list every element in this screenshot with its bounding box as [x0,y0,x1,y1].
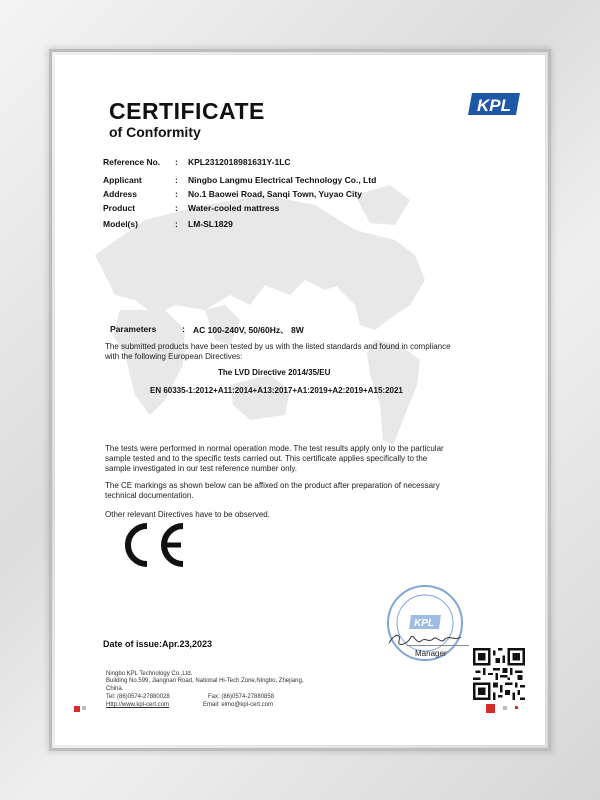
field-sep-product: : [175,203,178,213]
field-value-applicant: Ningbo Langmu Electrical Technology Co., Ltd [188,175,377,185]
field-sep-address: : [175,189,178,199]
ce-mark [117,522,187,568]
corner-square-red-right [486,704,495,713]
footer-company: Ningbo KPL Technology Co.,Ltd. [106,671,193,677]
parameters-value: AC 100-240V, 50/60Hz、 8W [193,325,304,335]
logo-text: KPL [477,96,511,115]
directive-title: The LVD Directive 2014/35/EU [218,368,331,377]
field-value-product: Water-cooled mattress [188,203,280,213]
footer-fax: Fax: (86)0574-27880858 [208,694,275,700]
parameters-label: Parameters [110,324,157,334]
footer-email-link[interactable]: Email: elmo@kpl-cert.com [203,702,274,708]
corner-square-gray-right [503,706,507,710]
footer-address: Building No.599, Jiangnan Road, National Hi-Tech Zone,Ningbo, Zhejiang, [106,678,304,684]
manager-signature [385,627,465,651]
standard-list: EN 60335-1:2012+A11:2014+A13:2017+A1:2019+A2:2019+A15:2021 [150,386,403,395]
corner-square-gray [82,706,86,710]
other-directives-paragraph: Other relevant Directives have to be observed. [105,510,270,519]
certificate-title: CERTIFICATE [109,98,265,124]
field-sep-reference: : [175,157,178,167]
svg-text:KPL: KPL [414,618,434,629]
date-of-issue: Date of issue:Apr.23,2023 [103,639,213,649]
compliance-statement: The submitted products have been tested by us with the listed standards and found in compliance with the following European Directives: [105,342,451,361]
parameters-sep: : [182,324,185,334]
manager-label: Manager [415,649,447,658]
certificate-subtitle: of Conformity [109,124,201,140]
signature-line [407,645,469,646]
field-value-reference: KPL2312018981631Y-1LC [188,157,291,167]
corner-square-red [74,706,80,712]
field-value-address: No.1 Baowei Road, Sanqi Town, Yuyao City [188,189,362,199]
field-value-models: LM-SL1829 [188,219,233,229]
kpl-logo [468,91,520,117]
field-sep-applicant: : [175,175,178,185]
certificate-paper [55,55,545,745]
footer-country: China. [106,686,124,692]
footer-tel: Tel: (86)0574-27880028 [106,694,170,700]
field-label-address: Address [103,189,138,199]
field-label-reference: Reference No. [103,157,161,167]
footer-website-link[interactable]: Http://www.kpl-cert.com [106,702,170,708]
corner-square-red-small [515,706,518,709]
tests-paragraph: The tests were performed in normal operation mode. The test results apply only to the particular sample tested and to the specific tests carried out. This certificate applies specifically to the sample investigated in our test reference number only. [105,444,444,473]
field-label-product: Product [103,203,136,213]
ce-marking-paragraph: The CE markings as shown below can be affixed on the product after preparation of necessary technical documentation. [105,481,440,500]
field-sep-models: : [175,219,178,229]
qr-code [473,648,525,700]
field-label-applicant: Applicant [103,175,142,185]
field-label-models: Model(s) [103,219,138,229]
